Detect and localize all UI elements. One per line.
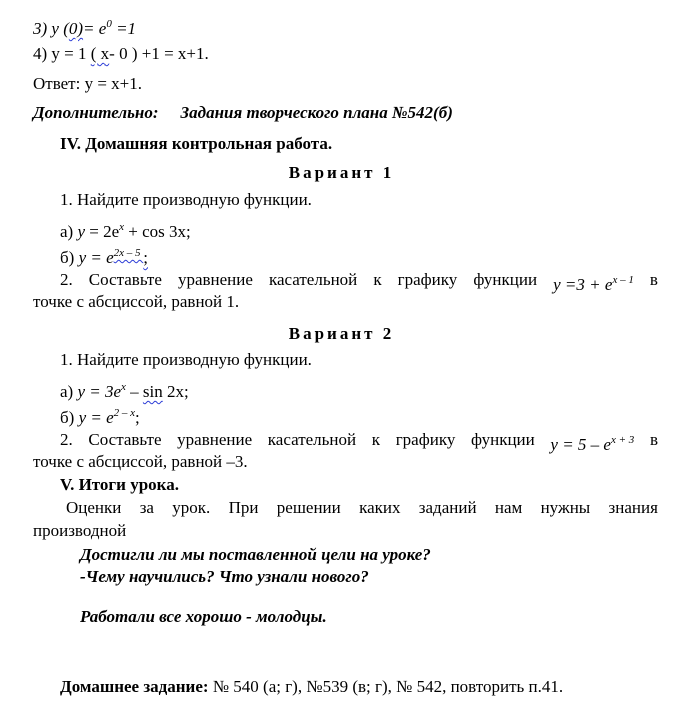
v2-task2-w8: в (649, 430, 658, 449)
variant-1-title: Вариант 1 (288, 163, 395, 182)
v2-a-exp: x (121, 381, 126, 393)
v2-task2-w5: графику (395, 430, 456, 449)
summary-w7: нам (494, 498, 523, 517)
v2-task2-w7: y = 5 – e (550, 435, 611, 454)
step-3-text: 3) y ( (33, 19, 69, 38)
v1-task2-cont: точке с абсциссой, равной 1. (33, 292, 240, 311)
summary-w5: каких (359, 498, 401, 517)
v2-task2-w4: к (371, 430, 381, 449)
praise-line: Работали все хорошо - молодцы. (80, 607, 327, 626)
v2-task2-w2: уравнение (177, 430, 253, 449)
v1-a-prefix: а) (60, 222, 78, 241)
v1-b (60, 243, 148, 268)
v2-a-sin: sin (142, 382, 163, 401)
summary-w6: заданий (418, 498, 477, 517)
v1-task2-w3: касательной (268, 270, 358, 289)
v1-a (60, 217, 191, 242)
v1-task2-w6: функции (473, 270, 538, 289)
summary-w0: Оценки (66, 498, 122, 517)
extra-line (33, 103, 453, 123)
step-3-tail: =1 (111, 19, 137, 38)
v2-a-y: y = 3e (77, 382, 122, 401)
v2-task1: 1. Найдите производную функции. (60, 350, 312, 369)
v2-a-prefix: а) (60, 382, 78, 401)
summary-w8: нужны (540, 498, 591, 517)
summary-cont: производной (33, 521, 127, 540)
v2-b (60, 403, 140, 428)
v2-a-mid: – (125, 382, 143, 401)
v1-a-rest: + cos 3x; (124, 222, 191, 241)
v2-b-rest: ; (135, 408, 140, 427)
v2-task2-w6: функции (471, 430, 535, 449)
summary-w2: урок. (172, 498, 211, 517)
summary-w3: При (228, 498, 259, 517)
step-4 (33, 44, 209, 64)
step-3 (33, 14, 136, 39)
step-4-tail: - 0 ) +1 = x+1. (109, 44, 209, 63)
v1-b-rest: ; (143, 248, 148, 267)
variant-2-title: Вариант 2 (288, 324, 395, 343)
section-4-title: IV. Домашняя контрольная работа. (60, 134, 333, 153)
extra-label: Дополнительно: (33, 103, 159, 122)
v2-task2-w0: 2. (60, 430, 73, 449)
v1-b-prefix: б) (60, 248, 79, 267)
v2-b-exp: 2 – x (113, 407, 136, 419)
step-4-text: 4) y = 1 (33, 44, 91, 63)
step-3-eq: = e (83, 19, 107, 38)
v2-task2-w3: касательной (267, 430, 357, 449)
v1-b-exp: 2x – 5 (113, 247, 144, 259)
extra-text: Задания творческого плана №542(б) (180, 103, 453, 122)
v2-task2-cont: точке с абсциссой, равной –3. (33, 452, 248, 471)
v1-task2-w2: уравнение (177, 270, 253, 289)
v1-task2-w4: к (373, 270, 382, 289)
v1-b-y: y = e (78, 248, 114, 267)
v1-task2-w5: графику (397, 270, 458, 289)
summary-w4: решении (276, 498, 341, 517)
summary-w9: знания (608, 498, 658, 517)
v2-a-rest: 2x; (162, 382, 189, 401)
step-4-paren: ( x (90, 44, 110, 63)
v2-b-y: y = e (78, 408, 114, 427)
v2-a (60, 377, 189, 402)
homework-text: № 540 (а; г), №539 (в; г), № 542, повторить п.41. (208, 677, 564, 696)
summary-line (66, 498, 658, 518)
answer-line: Ответ: y = x+1. (33, 74, 143, 93)
v1-task2-w8: в (649, 270, 658, 289)
v1-a-exp: x (119, 221, 125, 233)
homework-line (60, 677, 563, 697)
homework-label: Домашнее задание: (60, 677, 209, 696)
v1-task2-w1: Составьте (88, 270, 162, 289)
step-3-zero: 0) (68, 19, 84, 38)
v1-task2-w0: 2. (60, 270, 73, 289)
v2-task2-formula (550, 430, 634, 455)
v2-task2-w1: Составьте (88, 430, 162, 449)
v2-task2-exp: x + 3 (610, 434, 635, 446)
question-2: -Чему научились? Что узнали нового? (80, 567, 369, 586)
v1-a-y: y (77, 222, 86, 241)
step-3-exp: 0 (106, 18, 112, 30)
v1-task1: 1. Найдите производную функции. (60, 190, 312, 209)
question-1: Достигли ли мы поставленной цели на уроке? (80, 545, 431, 564)
v2-b-prefix: б) (60, 408, 79, 427)
section-5-title: V. Итоги урока. (60, 475, 179, 494)
v1-task2-w7: y =3 + e (553, 275, 613, 294)
v1-task2-exp: x – 1 (612, 274, 634, 286)
v1-a-eq: = 2e (85, 222, 120, 241)
v1-task2-formula (553, 270, 634, 295)
summary-w1: за (139, 498, 154, 517)
